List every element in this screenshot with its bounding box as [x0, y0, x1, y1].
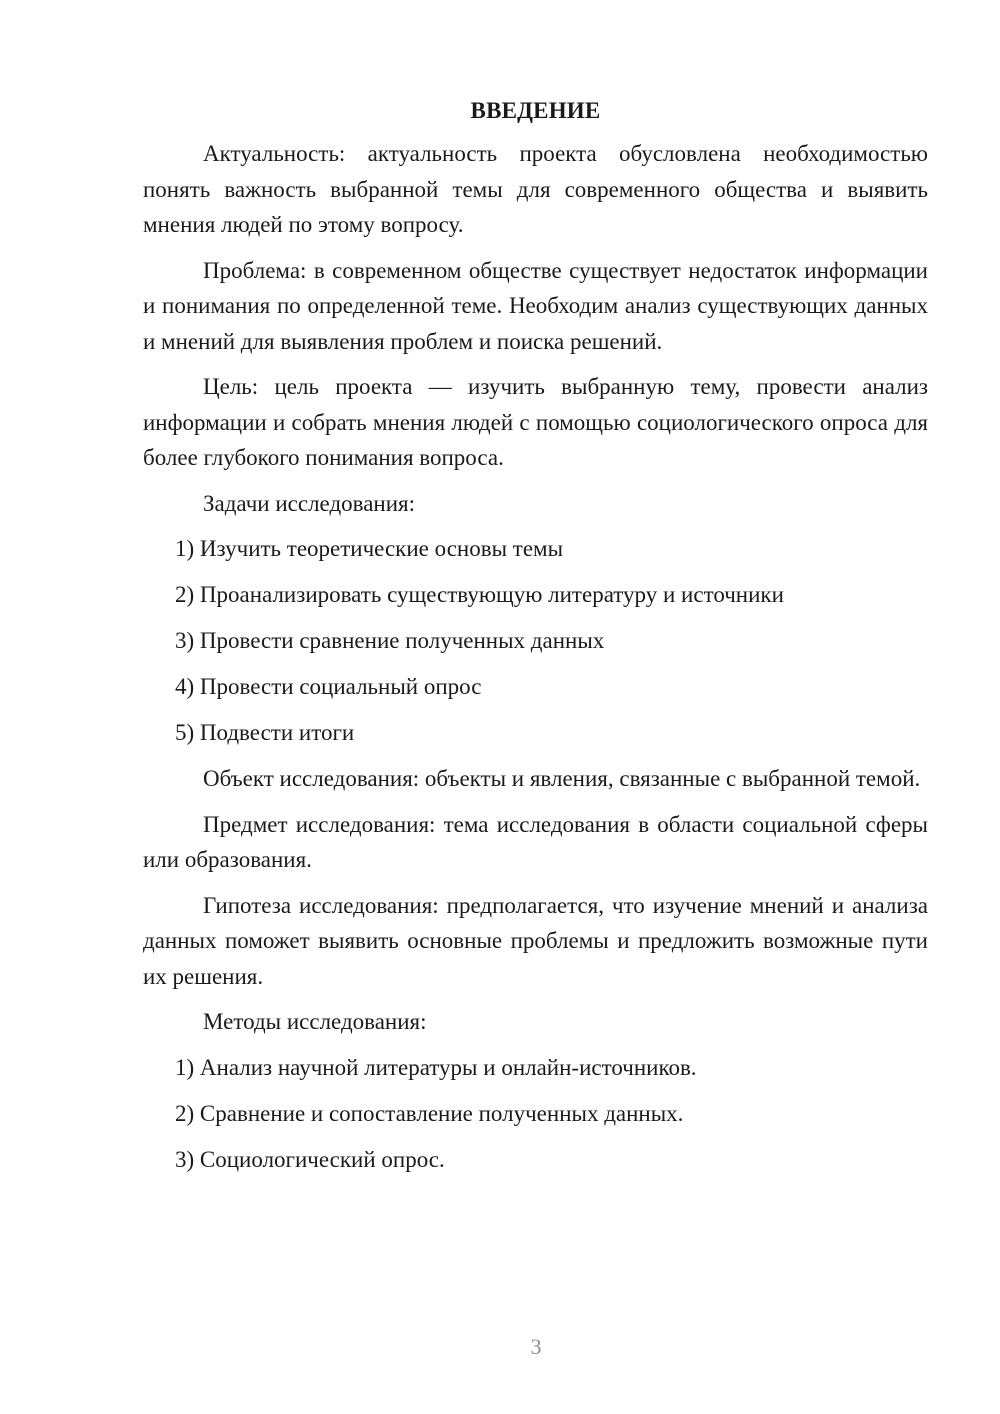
task-item: 1) Изучить теоретические основы темы — [175, 536, 564, 561]
problem-paragraph: Проблема: в современном обществе существует недостаток информации и понимания по определенной теме. Необходим анализ существующих данных и мнений для выявления проблем и поиска решений. — [143, 257, 928, 354]
method-item: 3) Социологический опрос. — [175, 1146, 445, 1172]
task-item: 3) Провести сравнение полученных данных — [175, 628, 605, 653]
task-item: 4) Провести социальный опрос — [175, 674, 482, 699]
subject-paragraph: Предмет исследования: тема исследования в области социальной сферы или образования. — [143, 811, 928, 872]
tasks-heading: Задачи исследования: — [203, 490, 416, 516]
page-number: 3 — [530, 1334, 542, 1359]
methods-list — [143, 1050, 928, 1178]
task-item: 5) Подвести итоги — [175, 720, 355, 745]
hypothesis-paragraph: Гипотеза исследования: предполагается, что изучение мнений и анализа данных поможет выявить основные проблемы и предложить возможные пути их решения. — [143, 892, 928, 989]
goal-paragraph: Цель: цель проекта — изучить выбранную тему, провести анализ информации и собрать мнения людей с помощью социологического опроса для более глубокого понимания вопроса. — [143, 374, 928, 470]
tasks-list — [143, 531, 928, 751]
method-item: 2) Сравнение и сопоставление полученных данных. — [175, 1100, 684, 1126]
task-item: 2) Проанализировать существующую литературу и источники — [175, 582, 784, 607]
method-item: 1) Анализ научной литературы и онлайн-источников. — [175, 1054, 697, 1080]
methods-heading: Методы исследования: — [203, 1009, 427, 1034]
page-title: ВВЕДЕНИЕ — [470, 98, 601, 123]
document-body — [143, 96, 928, 1188]
relevance-paragraph: Актуальность: актуальность проекта обусловлена необходимостью понять важность выбранной темы для современного общества и выявить мнения людей по этому вопросу. — [143, 141, 928, 237]
object-paragraph: Объект исследования: объекты и явления, связанные с выбранной темой. — [203, 766, 921, 791]
